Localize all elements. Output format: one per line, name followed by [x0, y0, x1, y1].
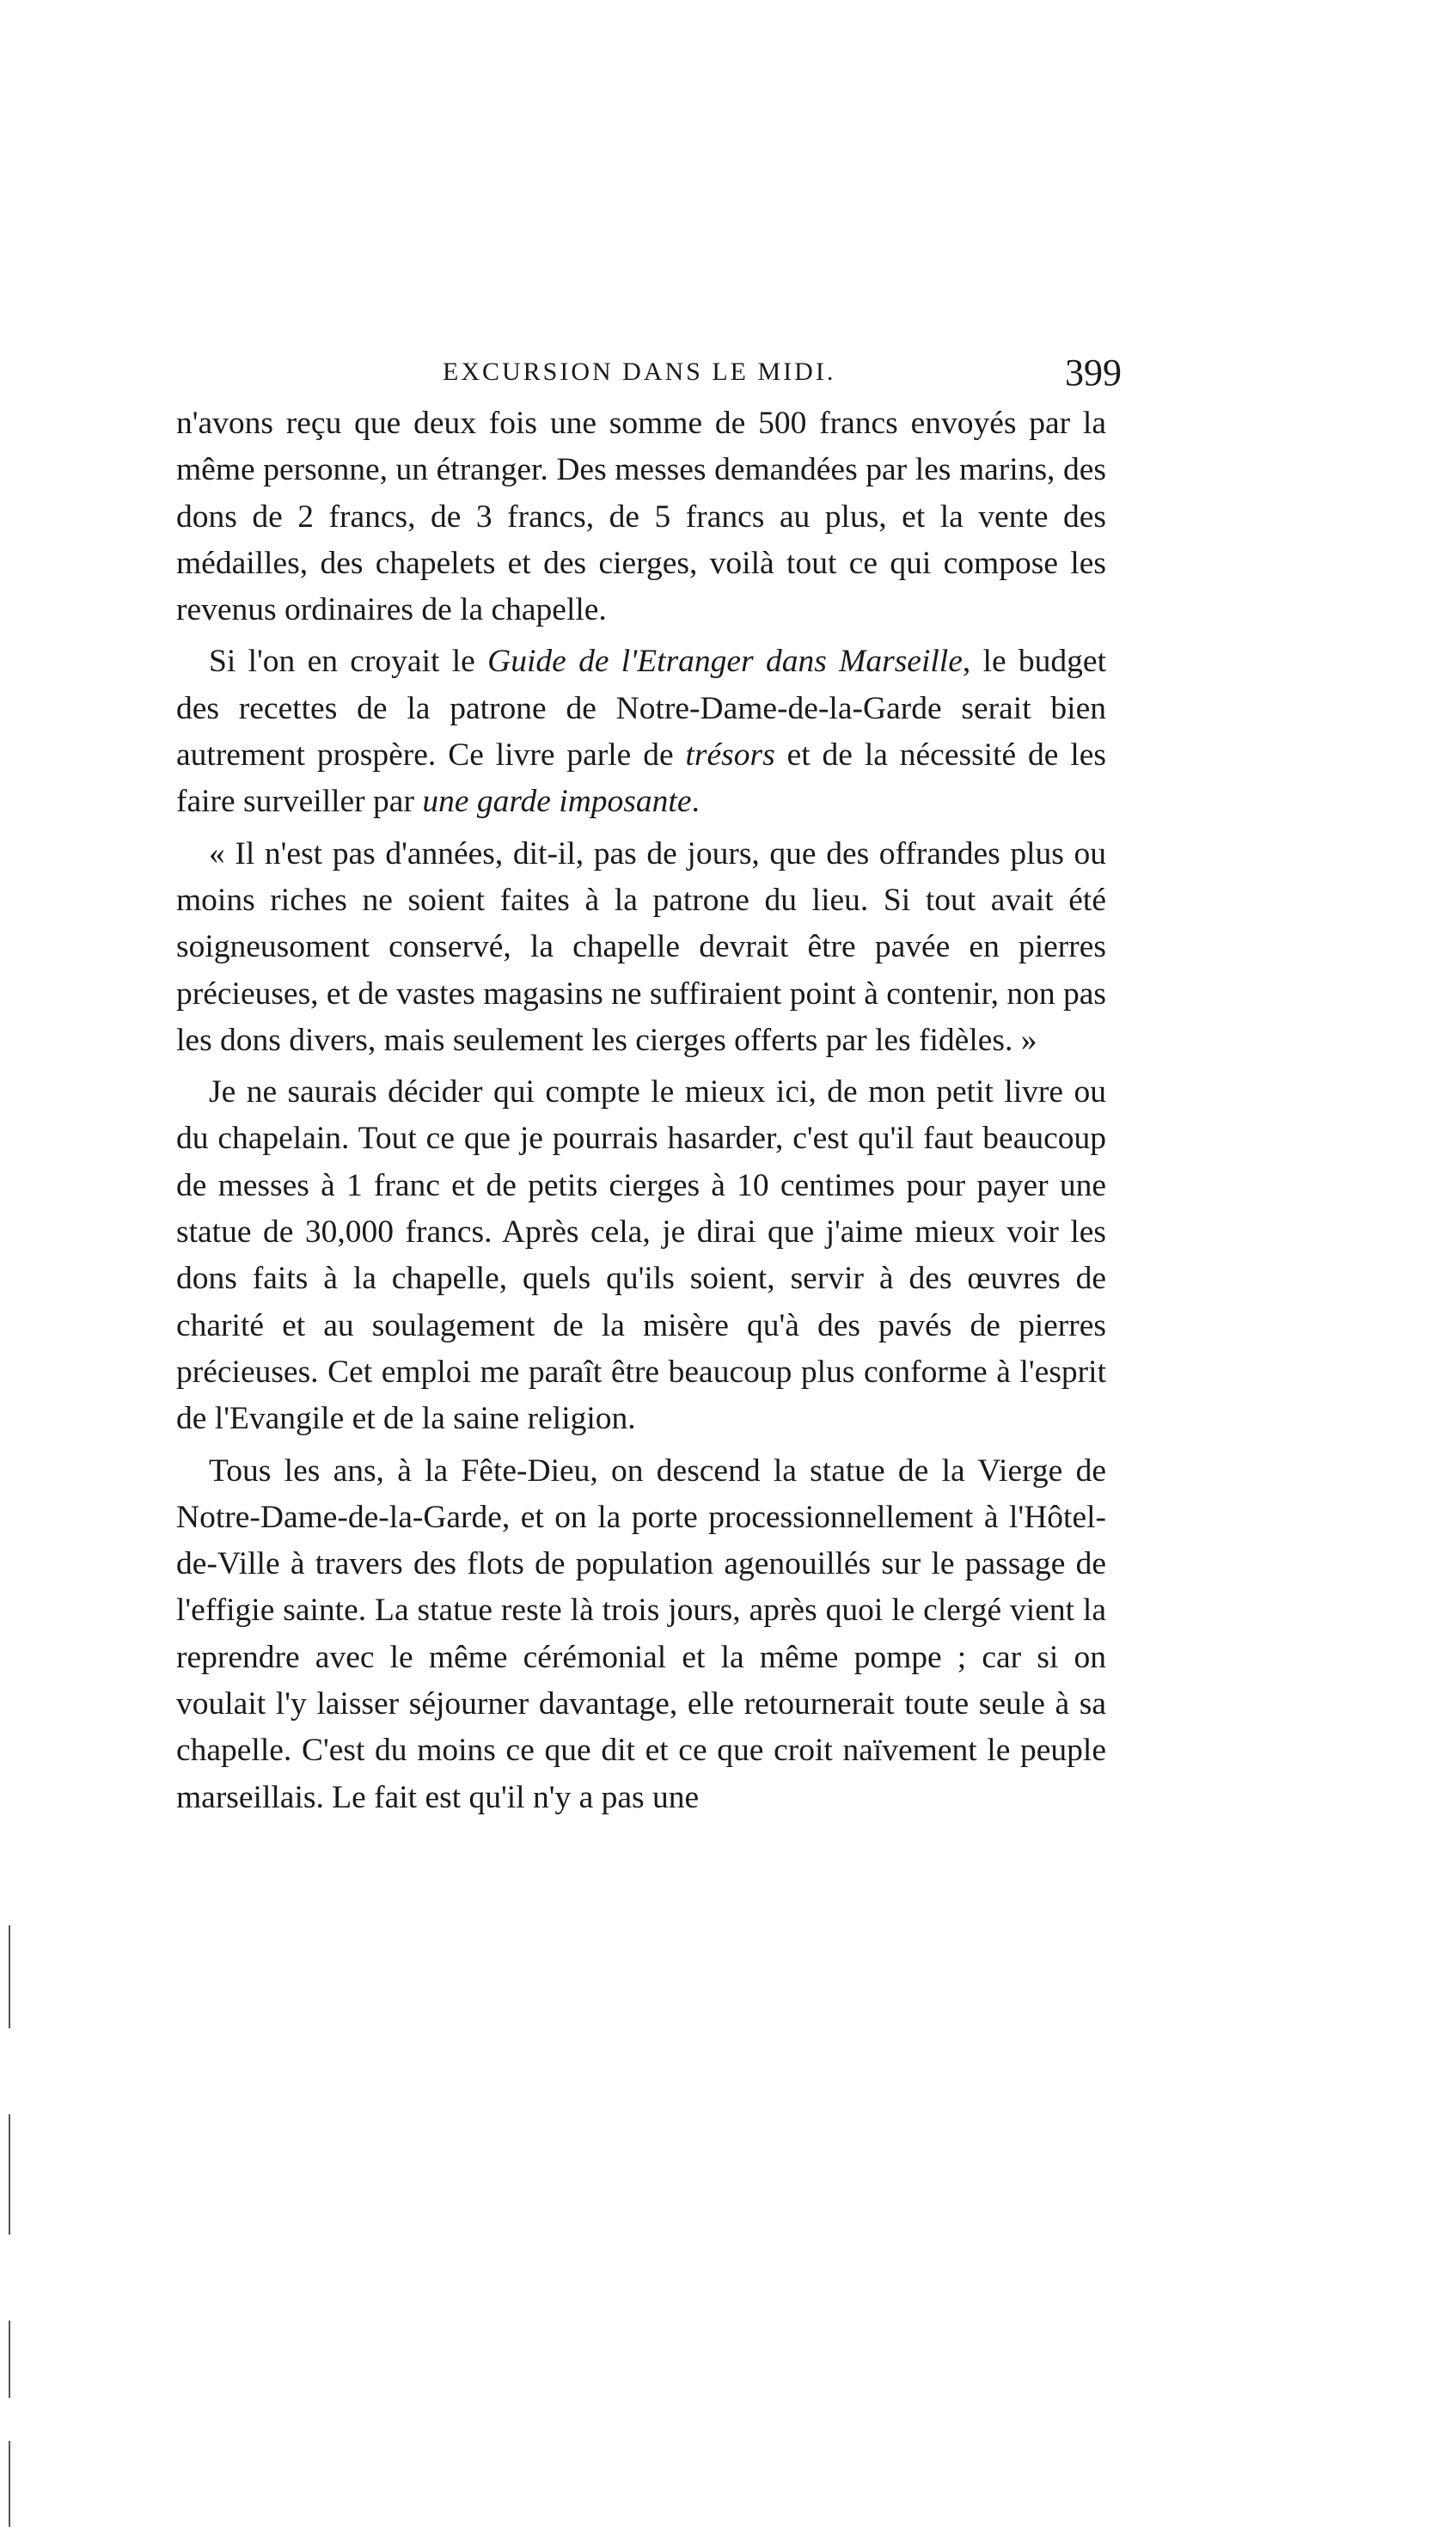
paragraph-2-text-3: et de la nécessité de les faire surveiller par	[176, 737, 1106, 820]
paragraph-2-text-4: .	[691, 784, 700, 820]
page-number: 399	[1065, 352, 1122, 394]
body-text	[176, 401, 1106, 1821]
paragraph-1: n'avons reçu que deux fois une somme de 500 francs envoyés par la même personne, un étranger. Des messes demandées par les marins, des dons de 2 francs, de 3 francs, de 5 francs au plus, et la vente des médailles, des chapelets et des cierges, voilà tout ce qui compose les revenus ordinaires de la chapelle.	[176, 406, 1106, 628]
running-title: EXCURSION DANS LE MIDI.	[443, 358, 836, 386]
paragraph-2-text-2: , le budget des recettes de la patrone de Notre-Dame-de-la-Garde serait bien autrement prospère. Ce livre parle de	[176, 644, 1106, 774]
paragraph-5: Tous les ans, à la Fête-Dieu, on descend la statue de la Vierge de Notre-Dame-de-la-Garde, et on la porte processionnellement à l'Hôtel-de-Ville à travers des flots de population agenouillés sur le passage de l'effigie sainte. La statue reste là trois jours, après quoi le clergé vient la reprendre avec le même cérémonial et la même pompe ; car si on voulait l'y laisser séjourner davantage, elle retournerait toute seule à sa chapelle. C'est du moins ce que dit et ce que croit naïvement le peuple marseillais. Le fait est qu'il n'y a pas une	[176, 1453, 1106, 1815]
margin-scan-mark	[9, 2114, 10, 2235]
margin-scan-mark	[9, 2321, 10, 2398]
paragraph-3: « Il n'est pas d'années, dit-il, pas de jours, que des offrandes plus ou moins riches ne soient faites à la patrone du lieu. Si tout avait été soigneusoment conservé, la chapelle devrait être pavée en pierres précieuses, et de vastes magasins ne suffiraient point à contenir, non pas les dons divers, mais seulement les cierges offerts par les fidèles. »	[176, 835, 1106, 1058]
page-header	[176, 351, 1122, 402]
italic-tresors: trésors	[685, 737, 775, 774]
margin-scan-mark	[9, 2441, 10, 2527]
italic-garde-imposante: une garde imposante	[422, 784, 692, 820]
paragraph-2	[176, 639, 1106, 825]
margin-scan-mark	[9, 1925, 10, 2028]
paragraph-2-text-1: Si l'on en croyait le	[209, 644, 488, 680]
paragraph-4: Je ne saurais décider qui compte le mieux ici, de mon petit livre ou du chapelain. Tout ce que je pourrais hasarder, c'est qu'il faut beaucoup de messes à 1 franc et de petits cierges à 10 centimes pour payer une statue de 30,000 francs. Après cela, je dirai que j'aime mieux voir les dons faits à la chapelle, quels qu'ils soient, servir à des œuvres de charité et au soulagement de la misère qu'à des pavés de pierres précieuses. Cet emploi me paraît être beaucoup plus conforme à l'esprit de l'Evangile et de la saine religion.	[176, 1074, 1106, 1437]
book-title-italic: Guide de l'Etranger dans Marseille	[487, 644, 963, 680]
